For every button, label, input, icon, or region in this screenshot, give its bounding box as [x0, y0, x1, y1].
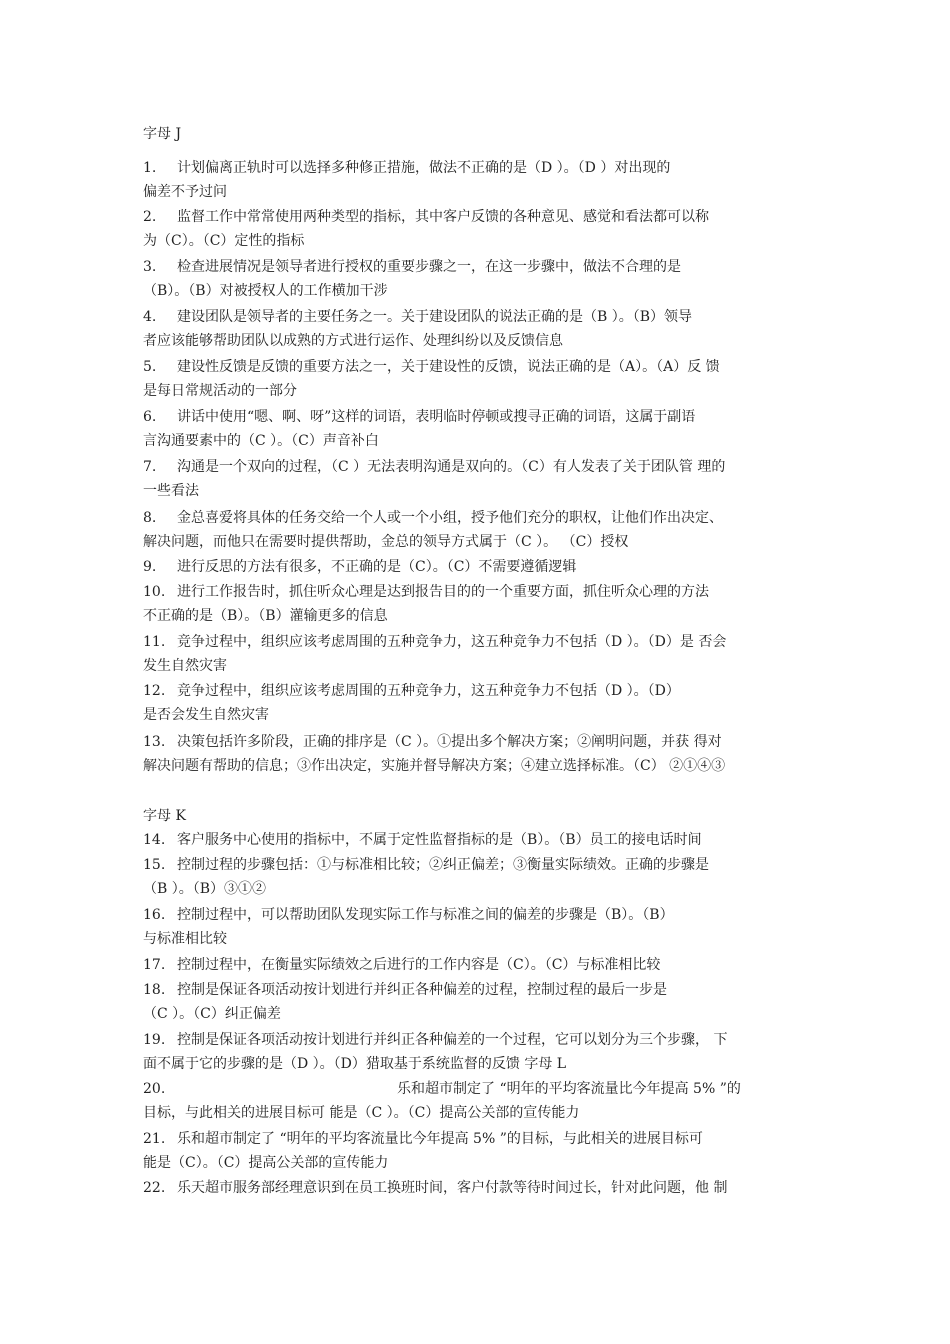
question-item-4 — [143, 305, 817, 353]
question-number: 19. — [143, 1032, 166, 1048]
question-line-2: 是每日常规活动的一部分 — [143, 383, 297, 399]
question-item-17 — [143, 953, 817, 977]
question-line-1: 沟通是一个双向的过程，（C ）无法表明沟通是双向的。（C）有人发表了关于团队管 理的 — [177, 459, 726, 475]
question-number: 7. — [143, 459, 157, 475]
question-line-2: 与标准相比较 — [143, 931, 227, 947]
question-line-1: 控制过程的步骤包括：①与标准相比较；②纠正偏差；③衡量实际绩效。正确的步骤是 — [177, 857, 709, 873]
question-item-10 — [143, 580, 817, 628]
question-item-2 — [143, 205, 817, 253]
question-line-2: 言沟通要素中的（C ）。（C）声音补白 — [143, 433, 379, 449]
question-item-14 — [143, 828, 817, 852]
question-line-1: 乐和超市制定了 “明年的平均客流量比今年提高 5% ”的 — [397, 1081, 741, 1097]
question-number: 11. — [143, 634, 166, 650]
question-line-2: 不正确的是（B）。（B）灌输更多的信息 — [143, 608, 388, 624]
question-item-18 — [143, 978, 817, 1026]
question-line-1: 控制过程中，在衡量实际绩效之后进行的工作内容是（C）。（C）与标准相比较 — [177, 957, 661, 973]
question-number: 18. — [143, 982, 166, 998]
question-number: 6. — [143, 409, 157, 425]
question-line-1: 乐天超市服务部经理意识到在员工换班时间，客户付款等待时间过长，针对此问题，他 制 — [177, 1180, 728, 1196]
question-item-20 — [143, 1077, 817, 1125]
question-line-1: 讲话中使用“嗯、啊、呀”这样的词语，表明临时停顿或搜寻正确的词语，这属于副语 — [177, 409, 696, 425]
question-item-22 — [143, 1176, 817, 1200]
question-item-3 — [143, 255, 817, 303]
question-number: 13. — [143, 734, 166, 750]
question-item-7 — [143, 455, 817, 503]
question-number: 2. — [143, 209, 157, 225]
question-item-5 — [143, 355, 817, 403]
question-item-11 — [143, 630, 817, 678]
question-line-1: 进行工作报告时，抓住听众心理是达到报告目的的一个重要方面，抓住听众心理的方法 — [177, 584, 709, 600]
question-item-16 — [143, 903, 817, 951]
question-line-1: 控制是保证各项活动按计划进行并纠正各种偏差的过程，控制过程的最后一步是 — [177, 982, 667, 998]
question-line-2: 为（C）。（C）定性的指标 — [143, 233, 305, 249]
question-number: 8. — [143, 510, 157, 526]
question-line-2: 解决问题有帮助的信息；③作出决定，实施并督导解决方案；④建立选择标准。（C） ②①④③ — [143, 758, 726, 774]
question-number: 3. — [143, 259, 157, 275]
question-line-2: 解决问题，而他只在需要时提供帮助，金总的领导方式属于（C ）。 （C）授权 — [143, 534, 629, 550]
question-item-6 — [143, 405, 817, 453]
question-number: 12. — [143, 683, 166, 699]
question-item-13 — [143, 730, 817, 778]
question-line-1: 竞争过程中，组织应该考虑周围的五种竞争力，这五种竞争力不包括（D ）。（D） — [177, 683, 680, 699]
question-number: 5. — [143, 359, 157, 375]
question-line-1: 竞争过程中，组织应该考虑周围的五种竞争力，这五种竞争力不包括（D ）。（D）是 否会 — [177, 634, 727, 650]
question-number: 20. — [143, 1081, 166, 1097]
question-line-1: 检查进展情况是领导者进行授权的重要步骤之一，在这一步骤中，做法不合理的是 — [177, 259, 681, 275]
question-item-15 — [143, 853, 817, 901]
section-heading-k: 字母 K — [143, 808, 186, 824]
question-line-2: 一些看法 — [143, 483, 199, 499]
question-number: 21. — [143, 1131, 166, 1147]
question-number: 22. — [143, 1180, 166, 1196]
question-number: 4. — [143, 309, 157, 325]
question-line-2: 偏差不予过问 — [143, 184, 227, 200]
question-line-1: 计划偏离正轨时可以选择多种修正措施，做法不正确的是（D ）。（D ）对出现的 — [177, 160, 671, 176]
question-line-2: 目标，与此相关的进展目标可 能是（C ）。（C）提高公关部的宣传能力 — [143, 1105, 580, 1121]
question-item-8 — [143, 506, 817, 554]
question-line-2: 面不属于它的步骤的是（D ）。（D）猎取基于系统监督的反馈 字母 L — [143, 1056, 567, 1072]
question-line-1: 建设团队是领导者的主要任务之一。关于建设团队的说法正确的是（B ）。（B）领导 — [177, 309, 693, 325]
question-item-9 — [143, 555, 817, 579]
question-line-1: 监督工作中常常使用两种类型的指标，其中客户反馈的各种意见、感觉和看法都可以称 — [177, 209, 709, 225]
question-number: 17. — [143, 957, 166, 973]
question-line-1: 进行反思的方法有很多，不正确的是（C）。（C）不需要遵循逻辑 — [177, 559, 577, 575]
question-line-2: 者应该能够帮助团队以成熟的方式进行运作、处理纠纷以及反馈信息 — [143, 333, 563, 349]
question-item-1 — [143, 156, 817, 204]
question-line-1: 决策包括许多阶段，正确的排序是（C ）。①提出多个解决方案；②阐明问题，并获 得对 — [177, 734, 722, 750]
question-line-2: 能是（C）。（C）提高公关部的宣传能力 — [143, 1155, 389, 1171]
question-line-1: 控制过程中，可以帮助团队发现实际工作与标准之间的偏差的步骤是（B）。（B） — [177, 907, 674, 923]
question-line-2: （B）。（B）对被授权人的工作横加干涉 — [143, 283, 388, 299]
question-line-2: 是否会发生自然灾害 — [143, 707, 269, 723]
question-line-1: 客户服务中心使用的指标中，不属于定性监督指标的是（B）。（B）员工的接电话时间 — [177, 832, 702, 848]
question-item-12 — [143, 679, 817, 727]
question-line-1: 乐和超市制定了 “明年的平均客流量比今年提高 5% ”的目标，与此相关的进展目标可 — [177, 1131, 703, 1147]
question-item-21 — [143, 1127, 817, 1175]
question-line-1: 控制是保证各项活动按计划进行并纠正各种偏差的一个过程，它可以划分为三个步骤， 下 — [177, 1032, 728, 1048]
question-line-2: 发生自然灾害 — [143, 658, 227, 674]
section-heading-j: 字母 J — [143, 126, 182, 142]
question-number: 16. — [143, 907, 166, 923]
question-line-2: （C ）。（C）纠正偏差 — [143, 1006, 281, 1022]
question-number: 10. — [143, 584, 166, 600]
question-number: 14. — [143, 832, 166, 848]
question-line-2: （B ）。（B）③①② — [143, 881, 267, 897]
question-number: 1. — [143, 160, 157, 176]
question-line-1: 金总喜爱将具体的任务交给一个人或一个小组，授予他们充分的职权，让他们作出决定、 — [177, 510, 723, 526]
question-item-19 — [143, 1028, 817, 1076]
question-number: 15. — [143, 857, 166, 873]
question-line-1: 建设性反馈是反馈的重要方法之一，关于建设性的反馈，说法正确的是（A）。（A）反 馈 — [177, 359, 720, 375]
question-number: 9. — [143, 559, 157, 575]
